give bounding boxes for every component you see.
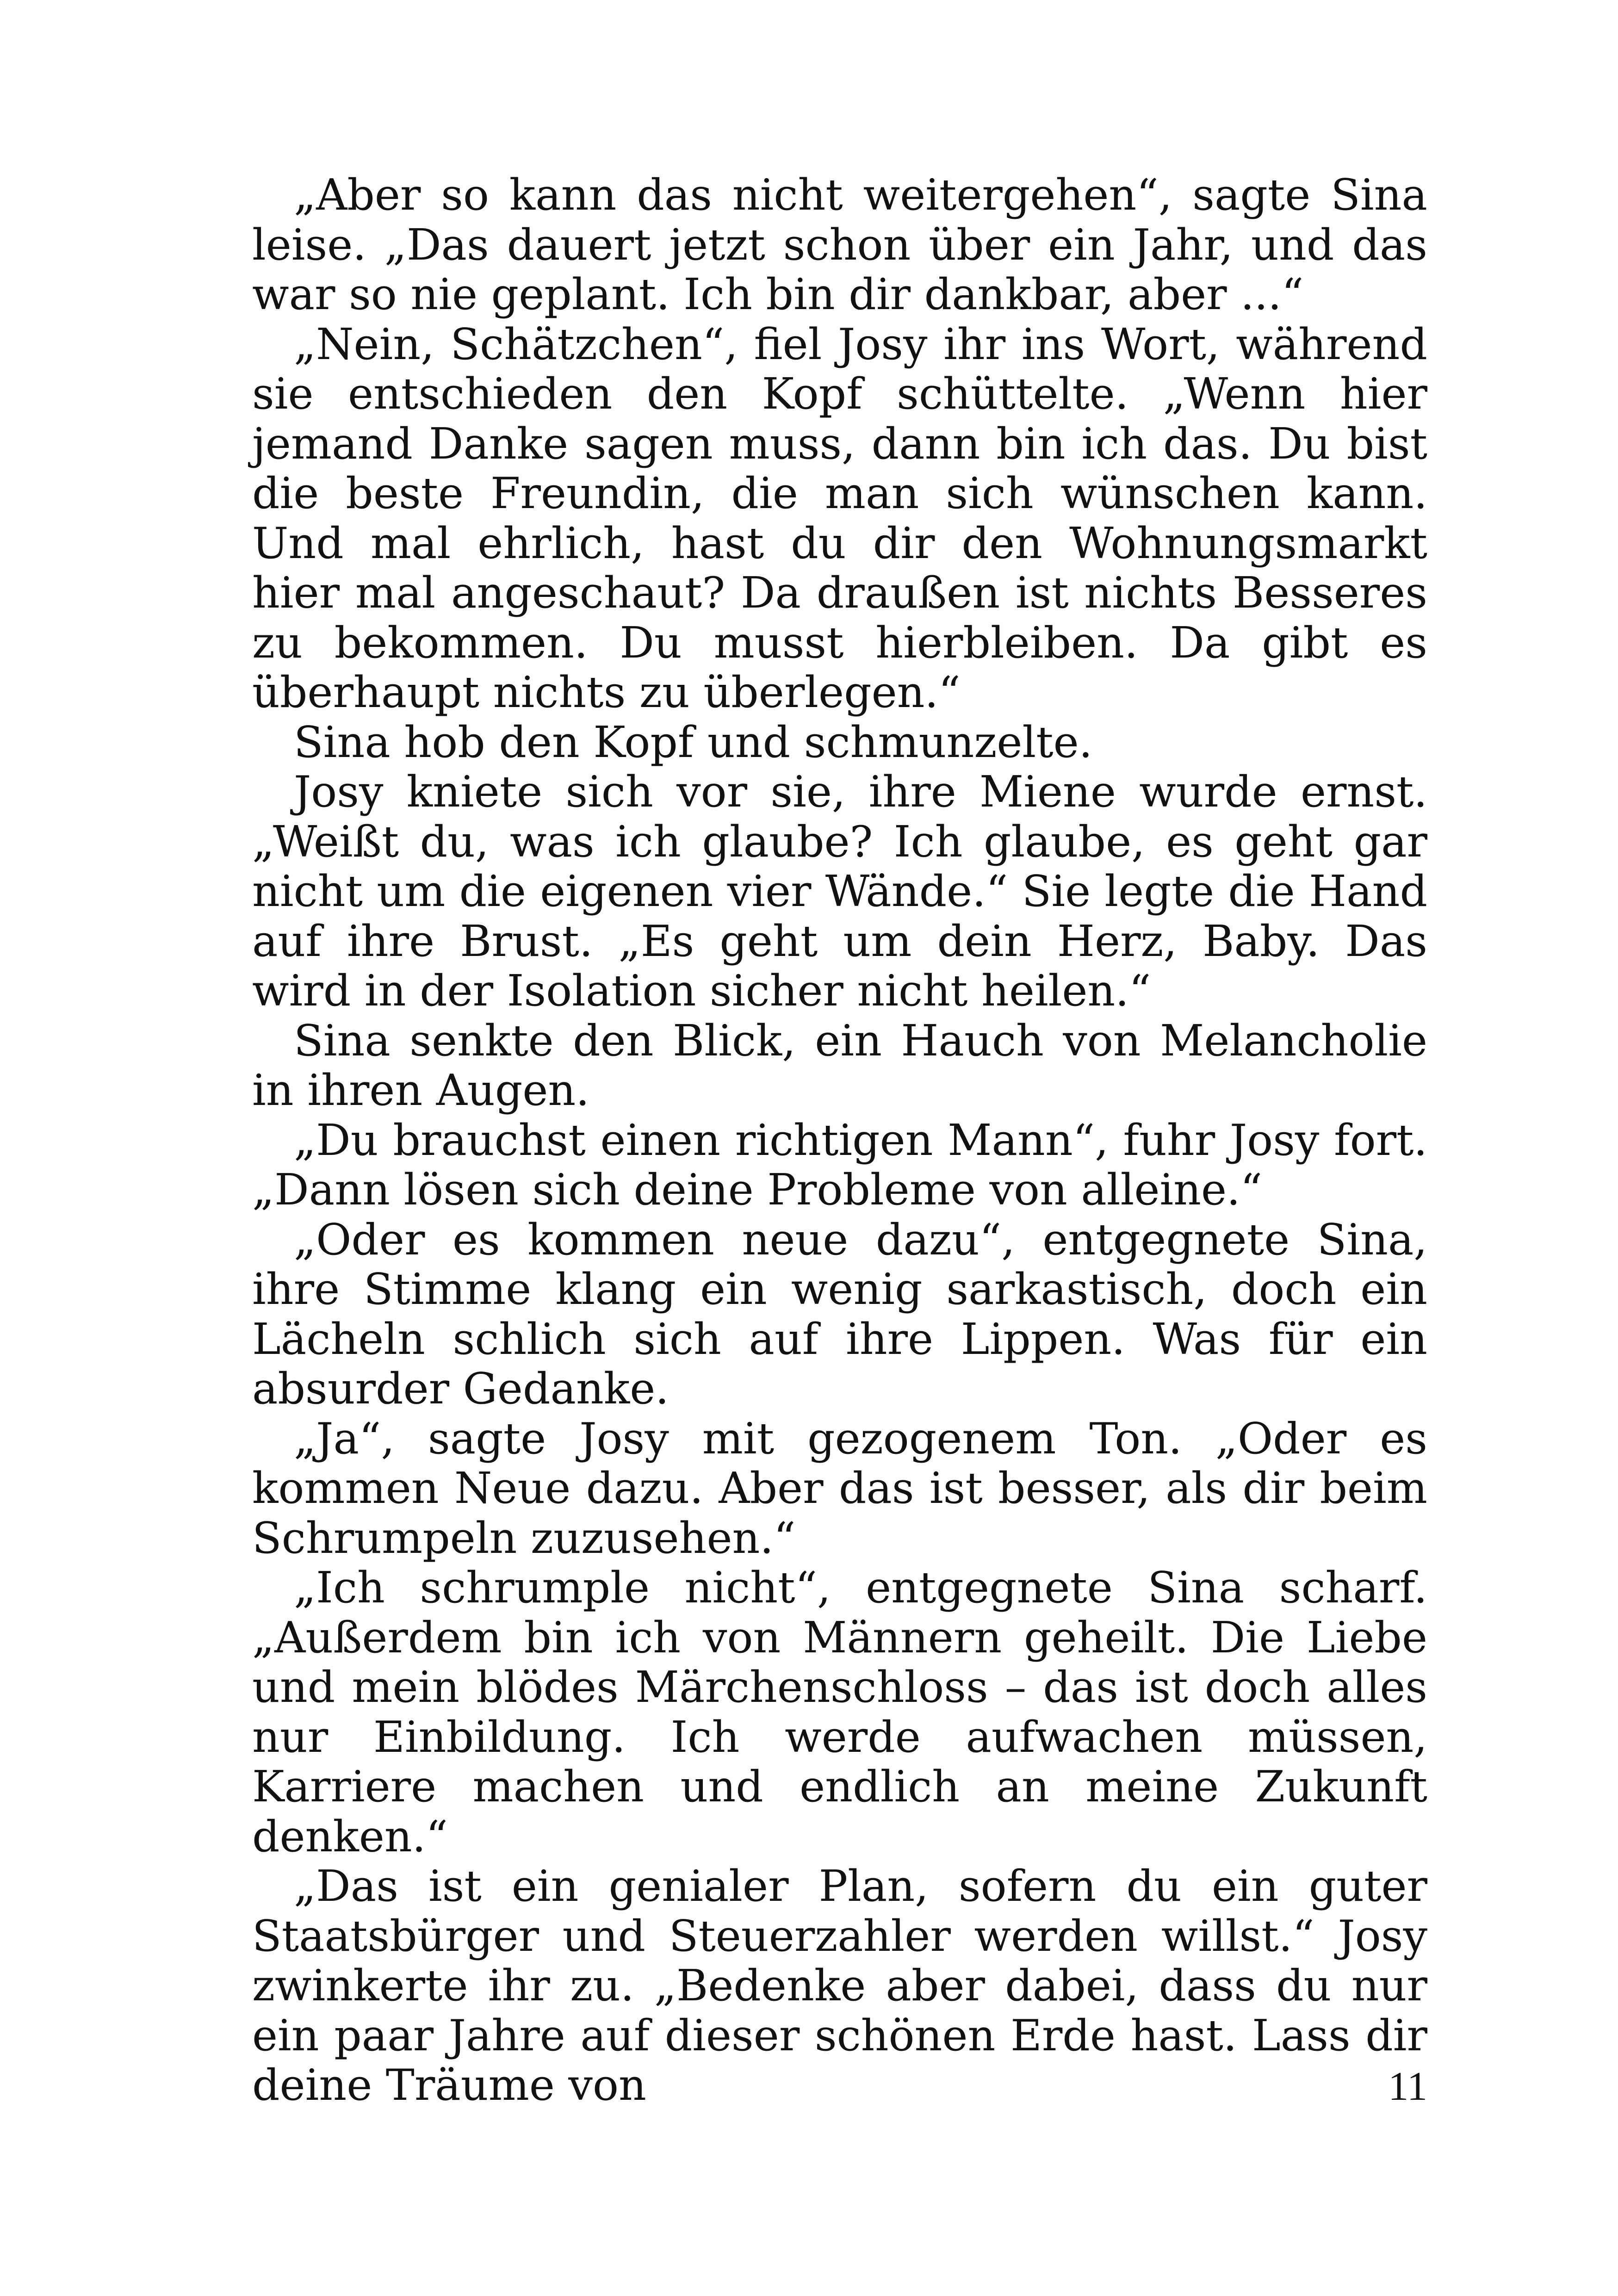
paragraph: Sina senkte den Blick, ein Hauch von Melancholie in ihren Augen.: [252, 1015, 1427, 1115]
paragraph: „Ja“, sagte Josy mit gezogenem Ton. „Oder es kommen Neue dazu. Aber das ist besser, als dir beim Schrumpeln zuzusehen.“: [252, 1413, 1427, 1563]
paragraph: „Das ist ein genialer Plan, sofern du ein guter Staatsbürger und Steuerzahler werden willst.“ Josy zwinkerte ihr zu. „Bedenke aber dabei, dass du nur ein paar Jahre auf dieser schönen Erde hast. Lass dir deine Träume von: [252, 1861, 1427, 2110]
paragraph: „Oder es kommen neue dazu“, entgegnete Sina, ihre Stimme klang ein wenig sarkastisch, doch ein Lächeln schlich sich auf ihre Lippen. Was für ein absurder Gedanke.: [252, 1214, 1427, 1414]
paragraph: „Ich schrumple nicht“, entgegnete Sina scharf. „Außerdem bin ich von Männern geheilt. Die Liebe und mein blödes Märchenschloss – das ist doch alles nur Einbildung. Ich werde aufwachen müssen, Karriere machen und endlich an meine Zukunft denken.“: [252, 1563, 1427, 1862]
body-text: [252, 170, 1427, 2110]
paragraph: Sina hob den Kopf und schmunzelte.: [294, 717, 1093, 767]
page-number: 11: [1388, 2064, 1427, 2109]
paragraph: „Nein, Schätzchen“, fiel Josy ihr ins Wort, während sie entschieden den Kopf schüttelte. „Wenn hier jemand Danke sagen muss, dann bin ich das. Du bist die beste Freundin, die man sich wünschen kann. Und mal ehrlich, hast du dir den Wohnungsmarkt hier mal angeschaut? Da draußen ist nichts Besseres zu bekommen. Du musst hierbleiben. Da gibt es überhaupt nichts zu überlegen.“: [252, 319, 1427, 717]
paragraph: Josy kniete sich vor sie, ihre Miene wurde ernst. „Weißt du, was ich glaube? Ich glaube, es geht gar nicht um die eigenen vier Wände.“ Sie legte die Hand auf ihre Brust. „Es geht um dein Herz, Baby. Das wird in der Isolation sicher nicht heilen.“: [252, 767, 1427, 1016]
paragraph: „Du brauchst einen richtigen Mann“, fuhr Josy fort. „Dann lösen sich deine Probleme von alleine.“: [252, 1115, 1427, 1215]
paragraph: „Aber so kann das nicht weitergehen“, sagte Sina leise. „Das dauert jetzt schon über ein Jahr, und das war so nie geplant. Ich bin dir dankbar, aber ...“: [252, 170, 1427, 319]
